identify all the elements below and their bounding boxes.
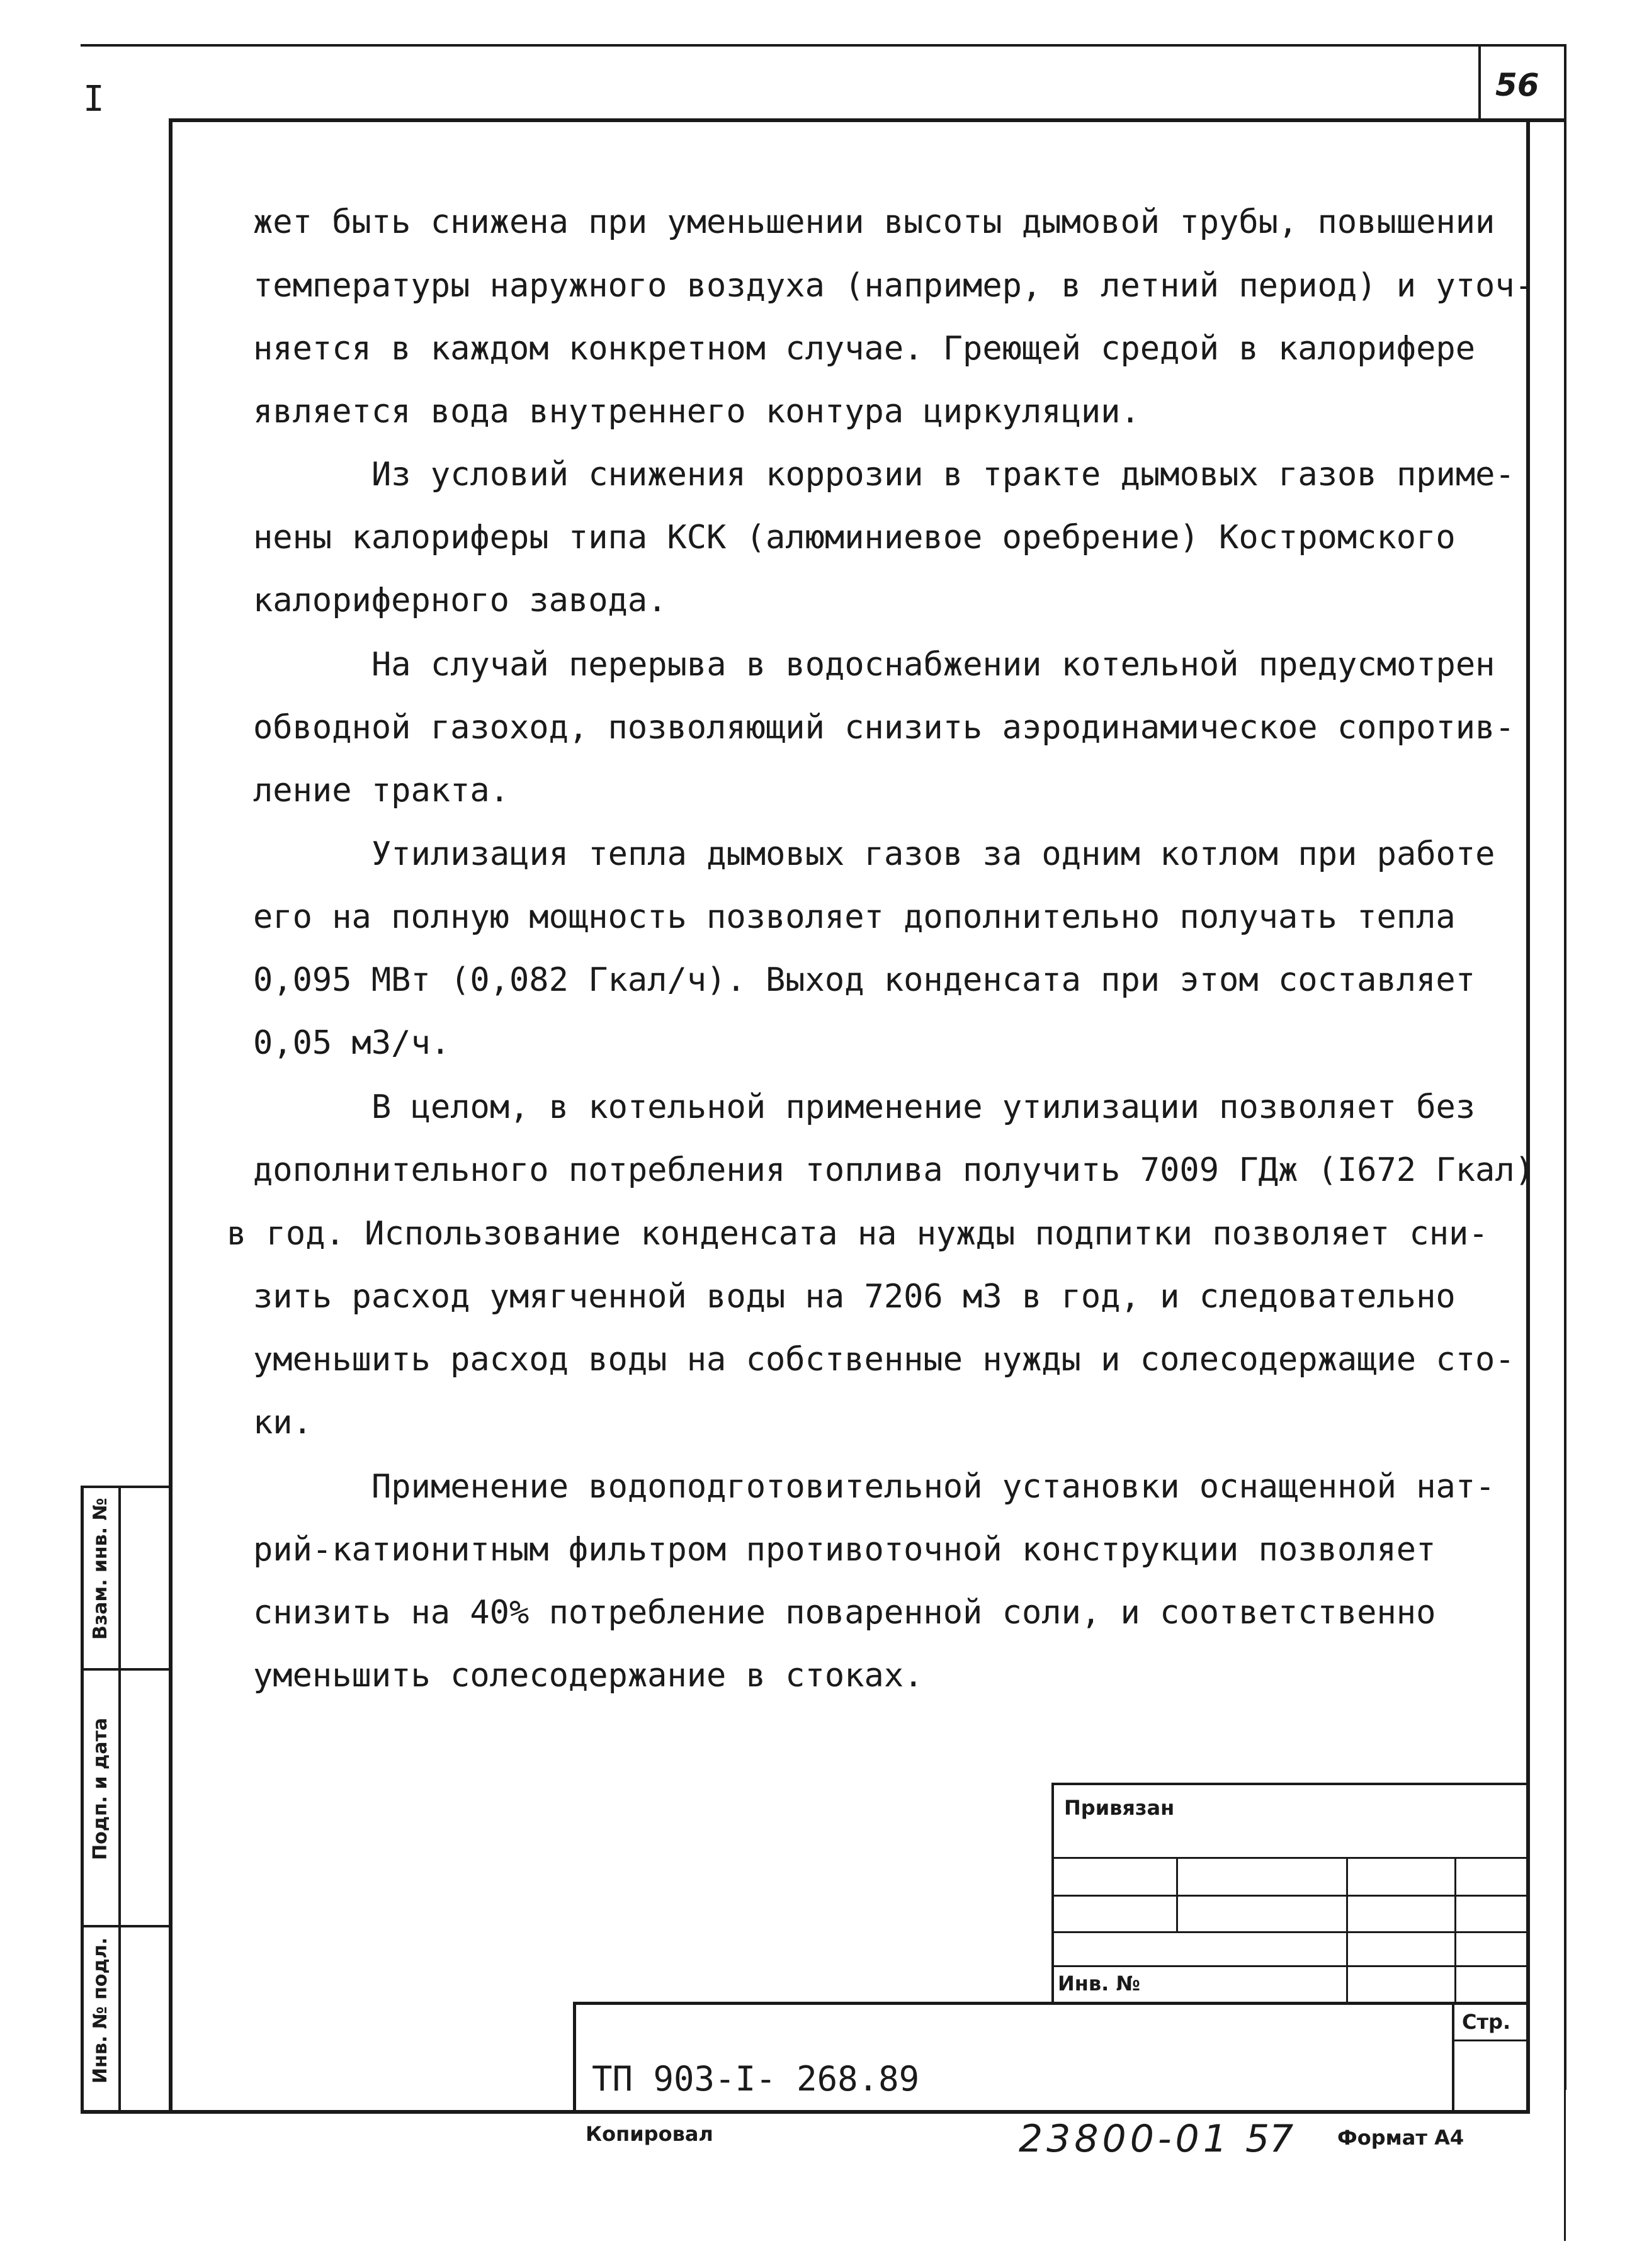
side-stamp-mid [118, 1486, 121, 2114]
side-stamp-left [81, 1486, 84, 2114]
tb-row4 [1051, 1965, 1530, 1967]
text-line: рий-катионитным фильтром противоточной конструкции позволяет [253, 1531, 1436, 1569]
tb-row1 [1051, 1857, 1530, 1859]
tb-upper-left [1051, 1783, 1054, 2003]
text-line: няется в каждом конкретном случае. Греющей средой в калорифере [253, 330, 1476, 368]
text-line: уменьшить солесодержание в стоках. [253, 1657, 924, 1695]
tb-lower-stravline [1452, 2002, 1454, 2114]
privyazan-label: Привязан [1064, 1796, 1175, 1820]
text-line: На случай перерыва в водоснабжении котельной предусмотрен [371, 646, 1495, 684]
format-label: Формат А4 [1337, 2126, 1464, 2150]
side-stamp-top [81, 1486, 173, 1488]
text-line: дополнительного потребления топлива получить 7009 ГДж (I672 Гкал) [253, 1151, 1534, 1189]
page-label: Стр. [1462, 2010, 1511, 2034]
tb-upper-top [1051, 1783, 1530, 1785]
text-line: температуры наружного воздуха (например, в летний период) и уточ- [253, 267, 1534, 305]
tb-lower-top [573, 2002, 1530, 2005]
inv-no-label: Инв. № [1058, 1972, 1140, 1995]
order-number: 23800-01 [1019, 2117, 1231, 2161]
text-line: обводной газоход, позволяющий снизить аэродинамическое сопротив- [253, 709, 1515, 747]
tb-col1 [1176, 1857, 1178, 1932]
text-line: 0,05 м3/ч. [253, 1024, 451, 1062]
corner-mark: I [83, 79, 105, 120]
tb-lower-strrow [1452, 2040, 1530, 2041]
text-line: 0,095 МВт (0,082 Гкал/ч). Выход конденсата при этом составляет [253, 961, 1476, 999]
text-line: ки. [253, 1404, 312, 1441]
text-line: является вода внутреннего контура циркуляции. [253, 393, 1140, 431]
podp-data-label: Подп. и дата [89, 1717, 111, 1860]
side-stamp-div1 [81, 1668, 173, 1671]
copied-label: Копировал [586, 2122, 713, 2146]
text-line: Утилизация тепла дымовых газов за одним котлом при работе [371, 835, 1495, 873]
document-code: ТП 903-I- 268.89 [592, 2059, 920, 2099]
vzam-inv-label: Взам. инв. № [89, 1498, 111, 1640]
tb-row3 [1051, 1931, 1530, 1933]
tb-col3 [1454, 1857, 1456, 2003]
text-line: калориферного завода. [253, 582, 667, 619]
tb-row2 [1051, 1895, 1530, 1897]
inv-podl-label: Инв. № подл. [89, 1937, 111, 2084]
text-line: его на полную мощность позволяет дополнительно получать тепла [253, 898, 1456, 936]
tb-col2 [1346, 1857, 1348, 2003]
text-line: Из условий снижения коррозии в тракте дымовых газов приме- [371, 456, 1515, 494]
text-line: Применение водоподготовительной установки оснащенной нат- [371, 1468, 1495, 1506]
text-line: зить расход умягченной воды на 7206 м3 в год, и следовательно [253, 1278, 1456, 1316]
text-line: нены калориферы типа КСК (алюминиевое оребрение) Костромского [253, 519, 1456, 556]
page-number: 56 [1495, 67, 1539, 103]
text-line: ление тракта. [253, 772, 509, 810]
text-line: уменьшить расход воды на собственные нужды и солесодержащие сто- [253, 1341, 1515, 1379]
side-stamp-div2 [81, 1925, 173, 1927]
text-line: В целом, в котельной применение утилизации позволяет без [371, 1088, 1476, 1126]
text-line: в год. Использование конденсата на нужды подпитки позволяет сни- [227, 1215, 1488, 1253]
tb-lower-left [573, 2002, 576, 2114]
text-line: снизить на 40% потребление поваренной соли, и соответственно [253, 1594, 1436, 1632]
text-line: жет быть снижена при уменьшении высоты дымовой трубы, повышении [253, 203, 1495, 241]
sheet-number: 57 [1245, 2117, 1294, 2161]
